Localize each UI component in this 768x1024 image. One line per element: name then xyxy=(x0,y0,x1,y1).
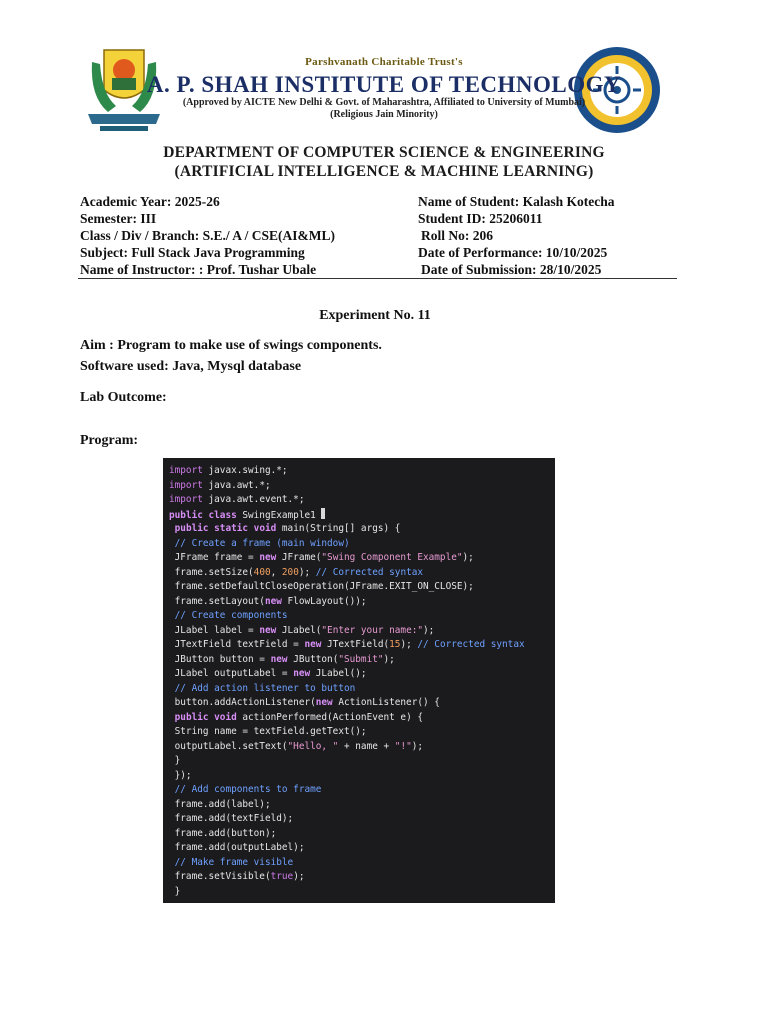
code-token: new xyxy=(270,653,288,665)
roll-number: Roll No: 206 xyxy=(421,228,493,243)
code-token: "!" xyxy=(394,740,412,752)
subject: Subject: Full Stack Java Programming xyxy=(80,245,305,260)
class-div-branch: Class / Div / Branch: S.E./ A / CSE(AI&ML) xyxy=(80,228,336,243)
text-cursor xyxy=(321,508,325,519)
code-line xyxy=(169,885,549,900)
code-token: ); xyxy=(400,639,418,650)
code-token: java.awt.*; xyxy=(202,479,271,491)
code-token: // Create a frame (main window) xyxy=(169,537,350,549)
code-token: new xyxy=(259,624,277,636)
code-token: JLabel outputLabel = xyxy=(169,668,294,679)
software-used: Software used: Java, Mysql database xyxy=(80,359,302,374)
code-token: ); xyxy=(462,552,474,563)
code-token: // Add components to frame xyxy=(169,784,322,795)
code-token: button.addActionListener( xyxy=(169,697,316,708)
code-token: public class xyxy=(169,509,237,521)
lab-outcome: Lab Outcome: xyxy=(80,390,167,405)
code-line xyxy=(169,783,549,798)
code-token: }); xyxy=(169,769,192,781)
code-token: JTextField( xyxy=(321,639,390,650)
code-token: SwingExample1 xyxy=(236,509,322,521)
code-token: JFrame frame = xyxy=(169,552,260,563)
code-line xyxy=(169,856,549,871)
code-token: java.awt.event.*; xyxy=(202,494,305,505)
code-token: import xyxy=(169,465,203,476)
student-name: Name of Student: Kalash Kotecha xyxy=(418,194,615,209)
program-label: Program: xyxy=(80,433,139,448)
code-token: outputLabel.setText( xyxy=(169,740,288,752)
academic-year: Academic Year: 2025-26 xyxy=(80,194,220,209)
experiment-title: Experiment No. 11 xyxy=(319,308,431,323)
code-token: } xyxy=(169,755,181,766)
code-token: public void xyxy=(174,711,237,723)
code-token: // Create components xyxy=(169,610,288,621)
code-token: new xyxy=(315,697,333,708)
code-token: new xyxy=(293,668,311,679)
code-line xyxy=(169,551,549,566)
code-line xyxy=(169,711,549,726)
code-line xyxy=(169,754,549,769)
code-line xyxy=(169,827,549,842)
code-token: "Hello, " xyxy=(287,740,339,752)
code-line xyxy=(169,493,549,508)
code-token: frame.add(textField); xyxy=(169,813,294,824)
department-title: DEPARTMENT OF COMPUTER SCIENCE & ENGINEERING xyxy=(163,144,605,161)
code-token: import xyxy=(169,479,203,491)
department-subtitle: (ARTIFICIAL INTELLIGENCE & MACHINE LEARNING) xyxy=(174,163,594,180)
aim: Aim : Program to make use of swings components. xyxy=(80,338,382,353)
institute-name: A. P. SHAH INSTITUTE OF TECHNOLOGY xyxy=(146,72,622,97)
student-info xyxy=(418,193,615,278)
code-token: actionPerformed(ActionEvent e) { xyxy=(236,711,424,723)
date-of-performance: Date of Performance: 10/10/2025 xyxy=(418,245,608,260)
code-token: // Corrected syntax xyxy=(417,639,525,650)
code-token: JLabel label = xyxy=(169,624,260,636)
code-line xyxy=(169,566,549,581)
semester: Semester: III xyxy=(80,211,157,226)
code-token: new xyxy=(259,552,277,563)
code-token: true xyxy=(270,871,294,882)
code-line xyxy=(169,769,549,784)
instructor-name: Name of Instructor: : Prof. Tushar Ubale xyxy=(80,262,317,277)
code-line xyxy=(169,595,549,610)
code-line xyxy=(169,682,549,697)
code-token: "Submit" xyxy=(338,653,384,665)
code-token: JLabel(); xyxy=(310,668,367,679)
code-token: // Corrected syntax xyxy=(315,566,424,578)
code-token: JFrame( xyxy=(276,552,322,563)
code-token: // Make frame visible xyxy=(169,856,294,868)
code-line xyxy=(169,464,549,479)
trust-name: Parshvanath Charitable Trust's xyxy=(305,56,463,68)
code-token: "Swing Component Example" xyxy=(321,552,463,563)
code-token: JButton button = xyxy=(169,653,271,665)
code-line xyxy=(169,638,549,653)
code-token: new xyxy=(304,639,322,650)
code-token: frame.setDefaultCloseOperation(JFrame.EXIT_ON_CLOSE); xyxy=(169,581,474,592)
code-line xyxy=(169,740,549,755)
code-token: frame.setLayout( xyxy=(169,595,265,607)
code-token: frame.add(label); xyxy=(169,798,271,810)
code-line xyxy=(169,653,549,668)
code-line xyxy=(169,841,549,856)
code-line xyxy=(169,870,549,885)
code-token: FlowLayout()); xyxy=(281,595,367,607)
code-token: javax.swing.*; xyxy=(202,465,288,476)
minority-line: (Religious Jain Minority) xyxy=(330,109,438,120)
code-token: , xyxy=(270,566,282,578)
code-token: 15 xyxy=(389,639,401,650)
code-line xyxy=(169,624,549,639)
code-token: JTextField textField = xyxy=(169,639,305,650)
code-token: ); xyxy=(383,653,395,665)
code-token: "Enter your name:" xyxy=(321,624,424,636)
code-token: String name = textField.getText(); xyxy=(169,726,367,737)
code-token: ); xyxy=(298,566,316,578)
code-line xyxy=(169,479,549,494)
code-token: ); xyxy=(411,740,424,752)
code-token: frame.add(outputLabel); xyxy=(169,842,305,853)
code-token: JLabel( xyxy=(276,624,322,636)
code-token: public static void xyxy=(174,523,277,534)
code-screenshot xyxy=(163,458,555,903)
code-token: // Add action listener to button xyxy=(169,682,356,694)
code-line xyxy=(169,812,549,827)
code-token: 200 xyxy=(281,566,299,578)
code-token: ); xyxy=(293,871,305,882)
approval-line: (Approved by AICTE New Delhi & Govt. of Maharashtra, Affiliated to University of Mumbai) xyxy=(182,97,586,108)
code-token: main(String[] args) { xyxy=(276,523,401,534)
code-token: frame.add(button); xyxy=(169,827,277,839)
code-token: + name + xyxy=(338,740,395,752)
student-id: Student ID: 25206011 xyxy=(418,211,543,226)
code-line xyxy=(169,522,549,537)
code-token: JButton( xyxy=(287,653,339,665)
code-line xyxy=(169,609,549,624)
code-token: } xyxy=(169,885,181,897)
code-line xyxy=(169,696,549,711)
date-of-submission: Date of Submission: 28/10/2025 xyxy=(421,262,602,277)
code-token: frame.setSize( xyxy=(169,566,254,578)
code-token: ActionListener() { xyxy=(332,697,440,708)
code-token: 400 xyxy=(253,566,271,578)
course-info xyxy=(80,193,335,278)
code-line xyxy=(169,798,549,813)
code-line xyxy=(169,725,549,740)
code-line xyxy=(169,537,549,552)
code-line xyxy=(169,667,549,682)
code-token: frame.setVisible( xyxy=(169,871,271,882)
code-line xyxy=(169,580,549,595)
code-token: new xyxy=(264,595,282,607)
code-token: import xyxy=(169,494,203,505)
code-token: ); xyxy=(423,624,435,636)
horizontal-divider xyxy=(78,278,677,279)
code-line xyxy=(169,508,549,523)
